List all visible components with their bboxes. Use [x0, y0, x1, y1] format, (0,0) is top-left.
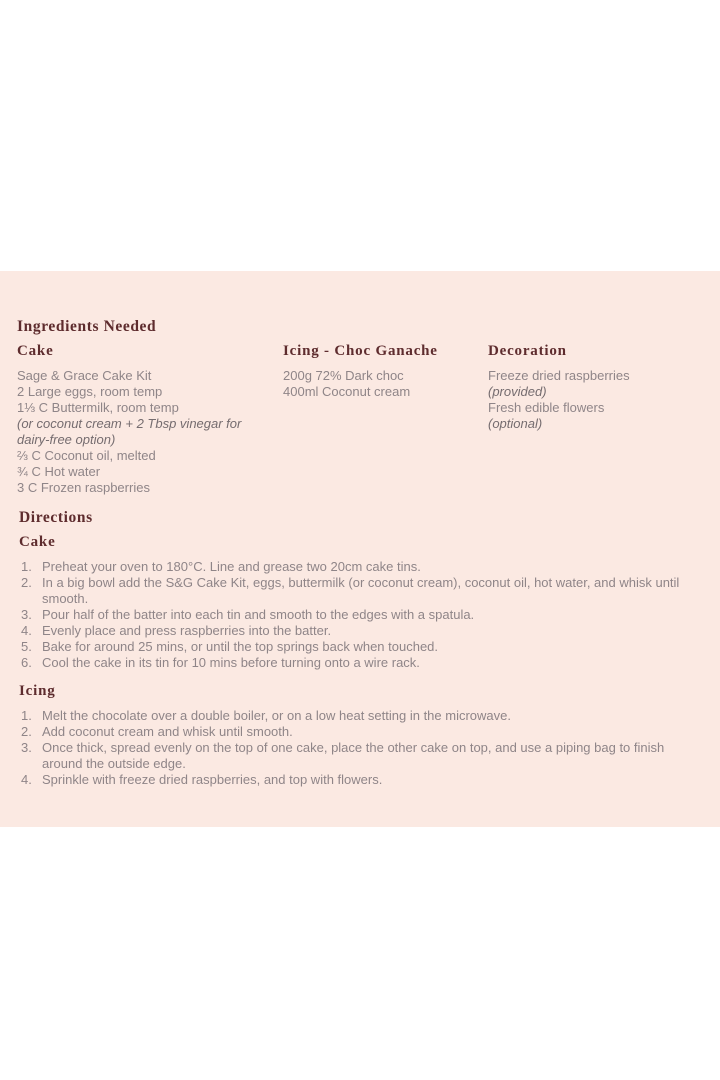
direction-step: Evenly place and press raspberries into the batter. [42, 623, 332, 638]
ingredient-line: ¾ C Hot water [17, 464, 101, 479]
ingredient-line: 400ml Coconut cream [283, 384, 411, 399]
ingredients-section-title: Ingredients Needed [17, 318, 157, 335]
direction-step: Once thick, spread evenly on the top of one cake, place the other cake on top, and use a piping bag to finish around the outside edge. [42, 740, 665, 771]
ingredient-line: 1⅓ C Buttermilk, room temp [17, 400, 179, 415]
cake-ingredients-heading: Cake [17, 343, 54, 359]
icing-directions-block [19, 682, 707, 788]
direction-step: Sprinkle with freeze dried raspberries, and top with flowers. [42, 772, 383, 787]
icing-ingredients-heading: Icing - Choc Ganache [283, 343, 438, 359]
ingredient-line-note: (provided) [488, 384, 547, 399]
direction-step: Pour half of the batter into each tin and smooth to the edges with a spatula. [42, 607, 475, 622]
ingredient-line: Fresh edible flowers [488, 400, 605, 415]
ingredient-line: 3 C Frozen raspberries [17, 480, 150, 495]
cake-directions-block [19, 533, 707, 671]
recipe-panel [0, 271, 720, 827]
icing-ingredients-column [283, 342, 478, 400]
ingredient-line: 2 Large eggs, room temp [17, 384, 163, 399]
ingredient-line-note: (optional) [488, 416, 543, 431]
ingredient-line: ⅔ C Coconut oil, melted [17, 448, 156, 463]
decoration-ingredients-column [488, 342, 706, 432]
icing-ingredients-list [283, 368, 478, 400]
direction-step: Cool the cake in its tin for 10 mins before turning onto a wire rack. [42, 655, 420, 670]
direction-step: In a big bowl add the S&G Cake Kit, eggs, buttermilk (or coconut cream), coconut oil, hot water, and whisk until smooth. [42, 575, 680, 606]
direction-step: Bake for around 25 mins, or until the top springs back when touched. [42, 639, 439, 654]
ingredient-line: Sage & Grace Cake Kit [17, 368, 152, 383]
cake-ingredients-list [17, 368, 269, 496]
direction-step: Preheat your oven to 180°C. Line and grease two 20cm cake tins. [42, 559, 421, 574]
ingredient-line-note: (or coconut cream + 2 Tbsp vinegar for dairy-free option) [17, 416, 242, 447]
cake-directions-list [19, 559, 707, 671]
icing-directions-list [19, 708, 707, 788]
directions-section-title: Directions [19, 509, 93, 526]
ingredient-line: Freeze dried raspberries [488, 368, 630, 383]
cake-ingredients-column [17, 342, 269, 496]
decoration-list [488, 368, 706, 432]
cake-directions-heading: Cake [19, 534, 56, 550]
ingredient-line: 200g 72% Dark choc [283, 368, 404, 383]
icing-directions-heading: Icing [19, 683, 56, 699]
direction-step: Add coconut cream and whisk until smooth. [42, 724, 293, 739]
direction-step: Melt the chocolate over a double boiler, or on a low heat setting in the microwave. [42, 708, 511, 723]
decoration-heading: Decoration [488, 343, 567, 359]
